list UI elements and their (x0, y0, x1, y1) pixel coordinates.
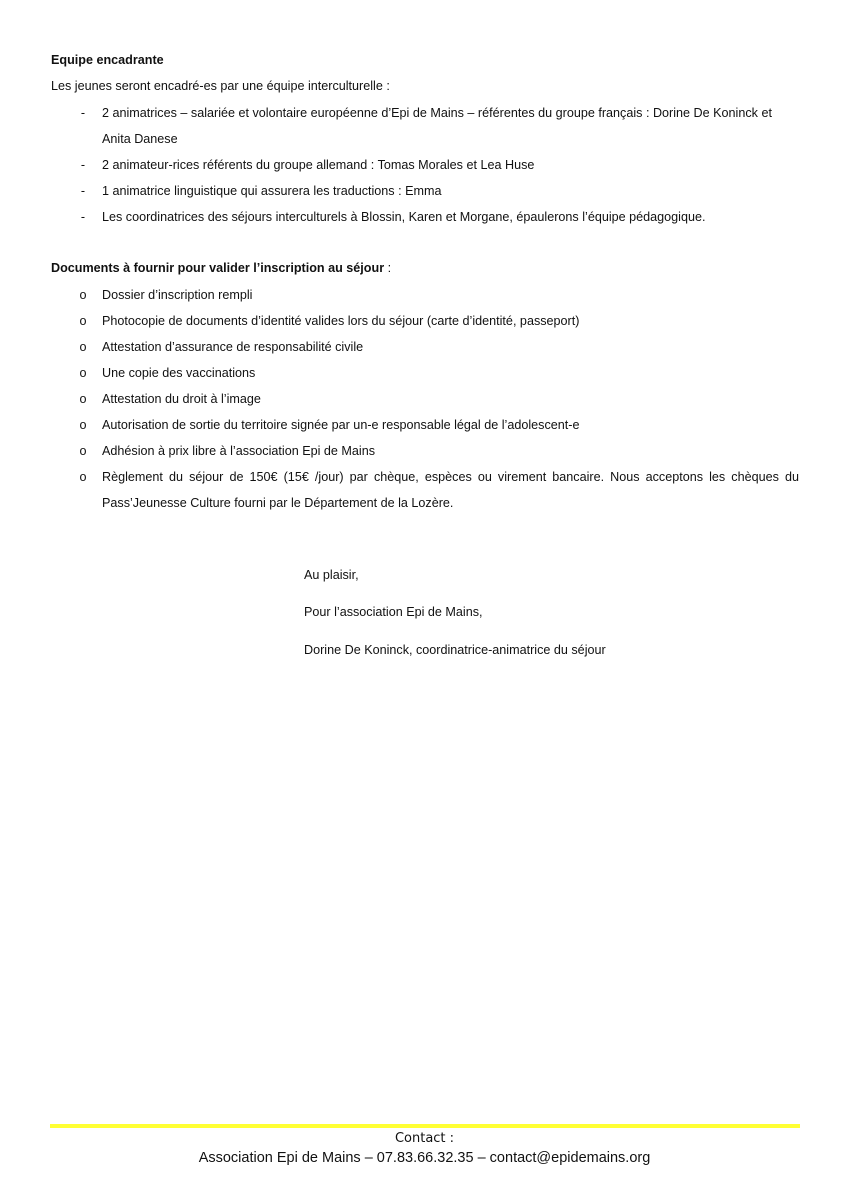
circle-bullet: o (79, 314, 87, 328)
circle-bullet: o (79, 470, 87, 484)
circle-bullet: o (79, 444, 87, 458)
dash-bullet: - (80, 184, 86, 198)
list-item (51, 178, 799, 204)
list-item-text: Photocopie de documents d’identité valides lors du séjour (carte d’identité, passeport) (102, 314, 580, 328)
list-item (51, 334, 799, 360)
circle-bullet: o (79, 418, 87, 432)
list-item (51, 308, 799, 334)
list-item (51, 282, 799, 308)
list-item-text: 1 animatrice linguistique qui assurera les traductions : Emma (102, 184, 442, 198)
dash-bullet: - (80, 158, 86, 172)
list-item-text: Autorisation de sortie du territoire signée par un-e responsable légal de l’adolescent-e (102, 418, 580, 432)
team-intro: Les jeunes seront encadré-es par une équipe interculturelle : (51, 79, 390, 93)
documents-heading-text: Documents à fournir pour valider l’inscription au séjour (51, 261, 385, 275)
list-item-text: Attestation du droit à l’image (102, 392, 261, 406)
list-item (51, 386, 799, 412)
circle-bullet: o (79, 340, 87, 354)
list-item (51, 204, 799, 230)
dash-bullet: - (80, 210, 86, 224)
footer-divider (50, 1124, 800, 1128)
list-item-text: Les coordinatrices des séjours interculturels à Blossin, Karen et Morgane, épaulerons l’équipe pédagogique. (102, 210, 706, 224)
list-item (51, 360, 799, 386)
contact-label: Contact : (394, 1131, 455, 1146)
closing-on-behalf: Pour l’association Epi de Mains, (304, 605, 483, 619)
documents-heading (51, 261, 391, 275)
list-item (51, 438, 799, 464)
list-item (51, 464, 799, 516)
list-item (51, 100, 799, 152)
dash-bullet: - (80, 106, 86, 120)
list-item-text: Attestation d’assurance de responsabilité civile (102, 340, 364, 354)
circle-bullet: o (79, 392, 87, 406)
team-list (51, 100, 799, 230)
list-item-text: Adhésion à prix libre à l’association Epi de Mains (102, 444, 376, 458)
documents-heading-colon: : (384, 261, 392, 275)
list-item-text: 2 animateur-rices référents du groupe allemand : Tomas Morales et Lea Huse (102, 158, 535, 172)
team-heading: Equipe encadrante (51, 53, 164, 67)
circle-bullet: o (79, 288, 87, 302)
closing-greeting: Au plaisir, (304, 568, 359, 582)
circle-bullet: o (79, 366, 87, 380)
list-item (51, 412, 799, 438)
list-item-text: Règlement du séjour de 150€ (15€ /jour) par chèque, espèces ou virement bancaire. Nous acceptons les chèques du Pass’Jeunesse Culture fourni par le Département de la Lozère. (102, 470, 799, 510)
list-item-text: Une copie des vaccinations (102, 366, 256, 380)
list-item-text: Dossier d’inscription rempli (102, 288, 253, 302)
list-item (51, 152, 799, 178)
documents-list (51, 282, 799, 516)
closing-signature: Dorine De Koninck, coordinatrice-animatrice du séjour (304, 643, 606, 657)
list-item-text: 2 animatrices – salariée et volontaire européenne d’Epi de Mains – référentes du groupe français : Dorine De Koninck et Anita Danese (102, 106, 772, 146)
contact-details: Association Epi de Mains – 07.83.66.32.35 – contact@epidemains.org (198, 1150, 651, 1166)
